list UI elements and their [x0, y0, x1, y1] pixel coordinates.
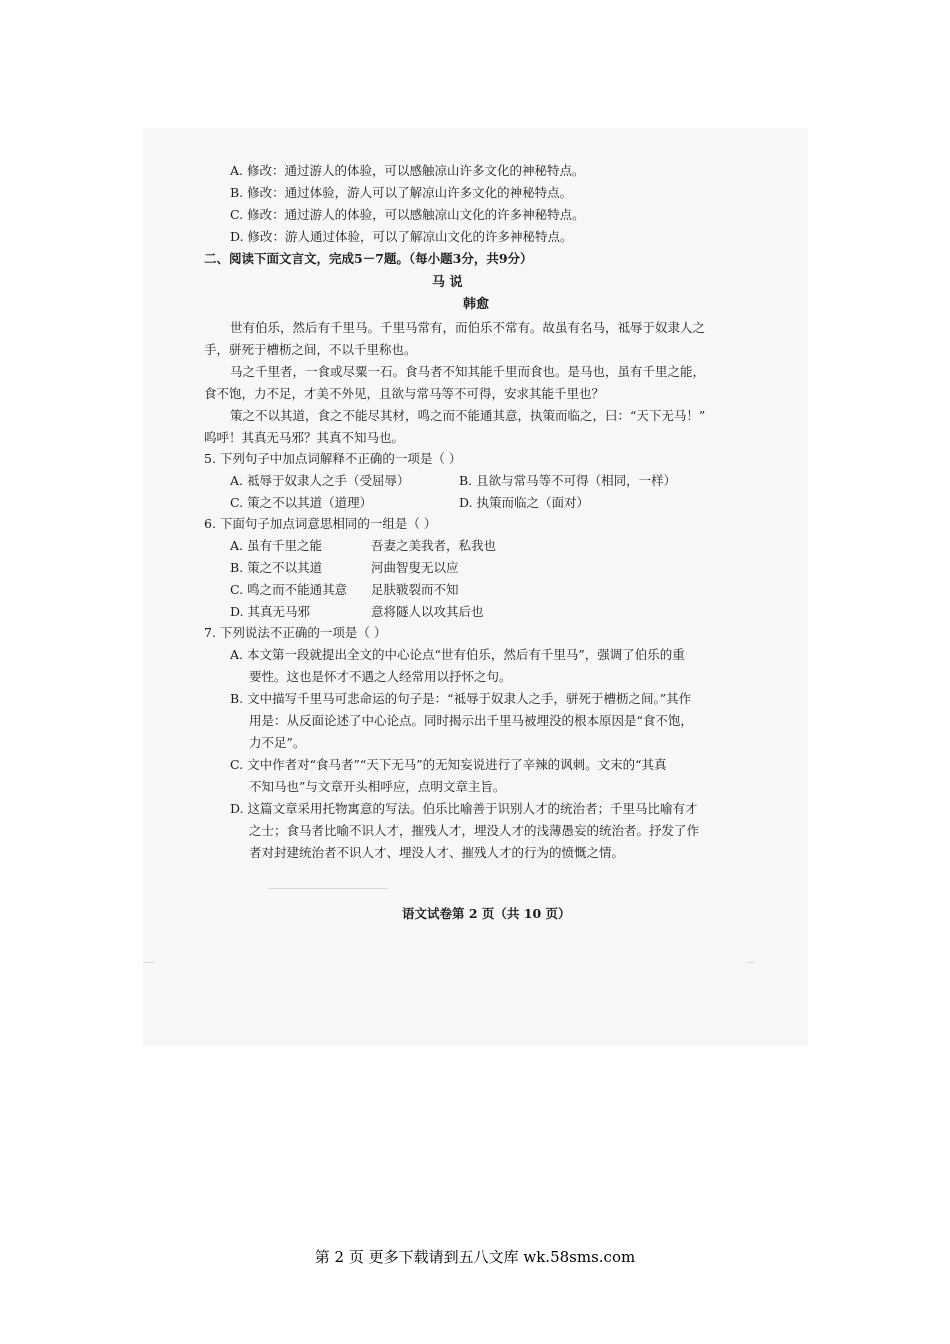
q7-line: A. 本文第一段就提出全文的中心论点“世有伯乐，然后有千里马”，强调了伯乐的重: [230, 647, 685, 662]
essay-author: 韩愈: [463, 297, 490, 312]
q5-stem: 5. 下列句子中加点词解释不正确的一项是（ ）: [204, 451, 462, 466]
q5-option-d: D. 执策而临之（面对）: [459, 495, 590, 510]
page-number: 语文试卷第 2 页（共 10 页）: [402, 906, 571, 921]
scan-noise: [268, 888, 388, 889]
q6-stem: 6. 下面句子加点词意思相同的一组是（ ）: [204, 516, 437, 531]
essay-line: 策之不以其道，食之不能尽其材，鸣之而不能通其意，执策而临之，曰：“天下无马！”: [230, 408, 706, 423]
scan-noise: [143, 962, 155, 963]
q7-line: 要性。这也是怀才不遇之人经常用以抒怀之句。: [249, 669, 512, 684]
q6-option-d-left: D. 其真无马邪: [230, 604, 311, 619]
q7-line: 者对封建统治者不识人才、埋没人才、摧残人才的行为的愤慨之情。: [249, 845, 625, 860]
download-footer: 第 2 页 更多下载请到五八文库 wk.58sms.com: [314, 1248, 636, 1266]
q7-line: C. 文中作者对“食马者”“天下无马”的无知妄说进行了辛辣的讽刺。文末的“其真: [230, 757, 667, 772]
essay-line: 手，骈死于槽枥之间，不以千里称也。: [204, 342, 417, 357]
q7-line: 不知马也”与文章开头相呼应，点明文章主旨。: [249, 779, 506, 794]
q6-option-d-right: 意将隧人以攻其后也: [371, 604, 484, 619]
section-two-heading: 二、阅读下面文言文，完成5－7题。（每小题3分，共9分）: [204, 251, 533, 266]
q7-line: 力不足”。: [249, 735, 306, 750]
q6-option-c-left: C. 鸣之而不能通其意: [230, 582, 348, 597]
q5-option-a: A. 祗辱于奴隶人之手（受屈辱）: [230, 473, 410, 488]
q4-option-a: A. 修改：通过游人的体验，可以感触凉山许多文化的神秘特点。: [230, 163, 585, 178]
essay-line: 食不饱，力不足，才美不外见，且欲与常马等不可得，安求其能千里也？: [204, 386, 605, 401]
q7-line: D. 这篇文章采用托物寓意的写法。伯乐比喻善于识别人才的统治者；千里马比喻有才: [230, 801, 698, 816]
q5-option-b: B. 且欲与常马等不可得（相同，一样）: [459, 473, 677, 488]
q4-option-c: C. 修改：通过游人的体验，可以感触凉山文化的许多神秘特点。: [230, 207, 585, 222]
q7-line: B. 文中描写千里马可悲命运的句子是：“祗辱于奴隶人之手，骈死于槽枥之间。”其作: [230, 691, 692, 706]
q6-option-c-right: 足肤皲裂而不知: [371, 582, 459, 597]
essay-line: 世有伯乐，然后有千里马。千里马常有，而伯乐不常有。故虽有名马，祗辱于奴隶人之: [230, 320, 706, 335]
essay-line: 马之千里者，一食或尽粟一石。食马者不知其能千里而食也。是马也，虽有千里之能，: [230, 364, 706, 379]
q6-option-a-left: A. 虽有千里之能: [230, 538, 322, 553]
q7-line: 之士；食马者比喻不识人才，摧残人才，埋没人才的浅薄愚妄的统治者。抒发了作: [249, 823, 700, 838]
q6-option-b-left: B. 策之不以其道: [230, 560, 323, 575]
q4-option-d: D. 修改：游人通过体验，可以了解凉山文化的许多神秘特点。: [230, 229, 573, 244]
q4-option-b: B. 修改：通过体验，游人可以了解凉山许多文化的神秘特点。: [230, 185, 573, 200]
q5-option-c: C. 策之不以其道（道理）: [230, 495, 373, 510]
q6-option-b-right: 河曲智叟无以应: [371, 560, 459, 575]
essay-title: 马 说: [432, 275, 463, 290]
q7-stem: 7. 下列说法不正确的一项是（ ）: [204, 625, 387, 640]
q6-option-a-right: 吾妻之美我者，私我也: [371, 538, 497, 553]
essay-line: 呜呼！其真无马邪？其真不知马也。: [204, 430, 405, 445]
scan-noise: [747, 962, 755, 963]
q7-line: 用是：从反面论述了中心论点。同时揭示出千里马被埋没的根本原因是“食不饱，: [249, 713, 693, 728]
